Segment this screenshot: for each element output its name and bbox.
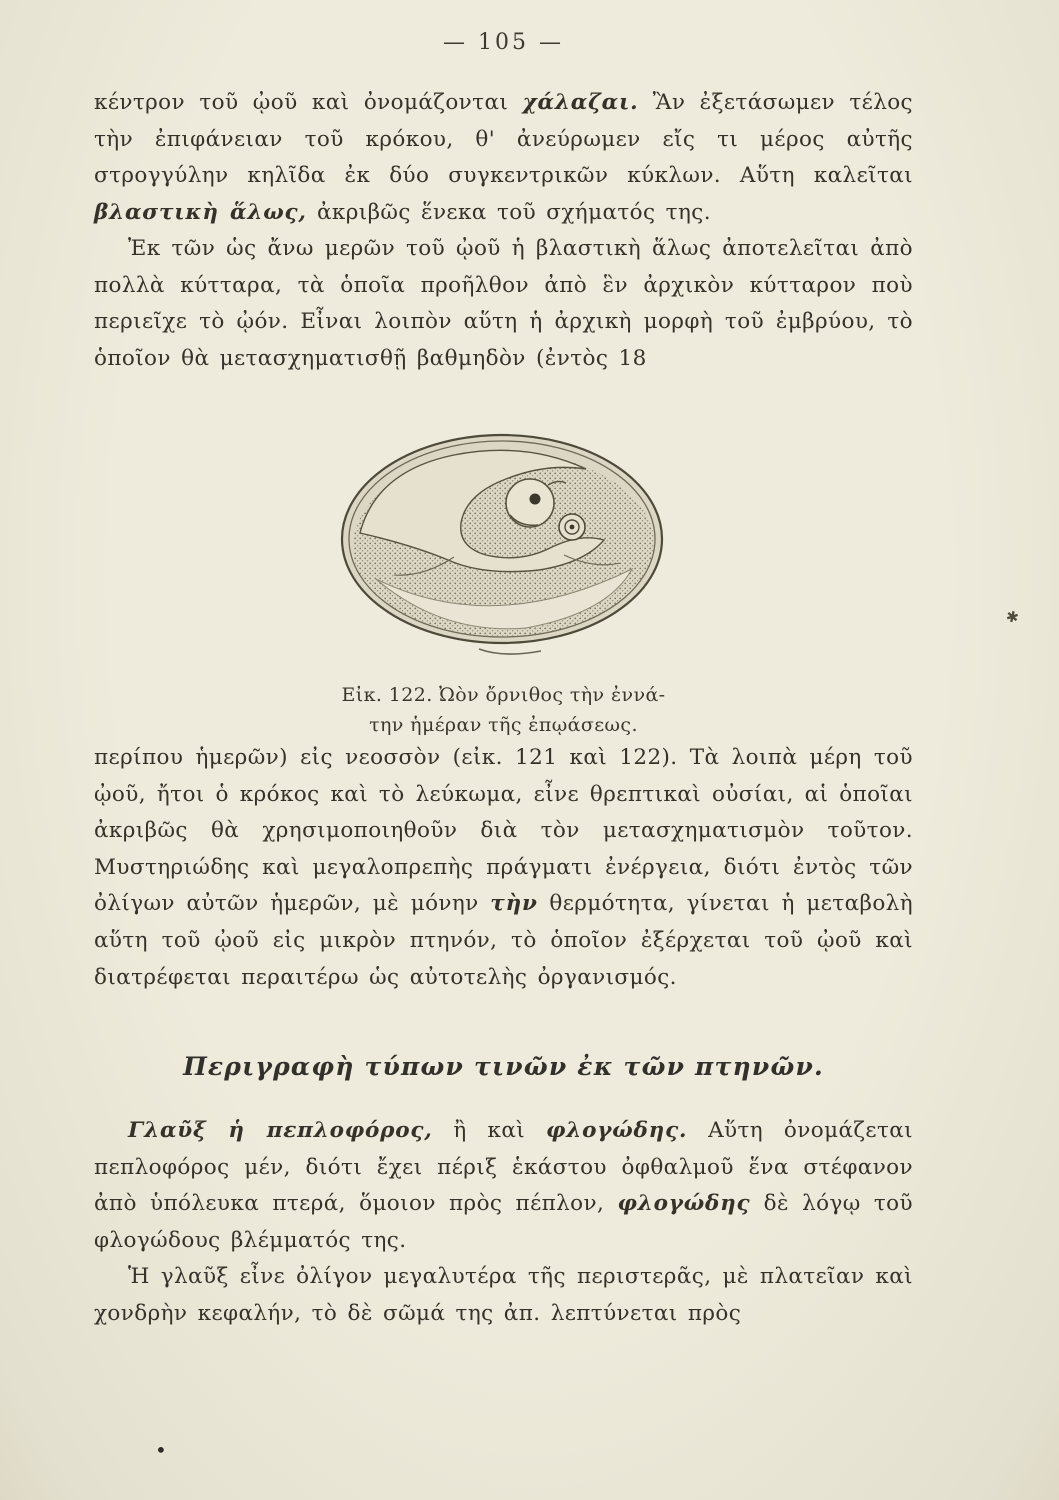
body-text: θερμότητα, γίνεται ἡ μεταβολὴ αὕτη τοῦ ᾠοῦ εἰς μικρὸν πτηνόν, τὸ ὁποῖον ἐξέρχεται τοῦ ᾠοῦ καὶ διατρέφεται περαιτέρω ὡς αὐτοτελὴς ὀργανισμός.	[94, 891, 913, 990]
figure-caption-line2: την ἡμέραν τῆς ἐπῳάσεως.	[369, 713, 638, 736]
body-text: Ἐκ τῶν ὡς ἄνω μερῶν τοῦ ᾠοῦ ἡ βλαστικὴ ἅλως ἀποτελεῖται ἀπὸ πολλὰ κύτταρα, τὰ ὁποῖα προῆλθον ἀπὸ ἓν ἀρχικὸν κύτταρον ποὺ περιεῖχε τὸ ᾠόν. Εἶναι λοιπὸν αὕτη ἡ ἀρχικὴ μορφὴ τοῦ ἐμβρύου, τὸ ὁποῖον θὰ μετασχηματισθῇ βαθμηδὸν (ἐντὸς 18	[94, 236, 913, 371]
body-text: Αὕτη ὀνομάζεται πεπλοφόρος μέν, διότι ἔχει πέριξ ἑκάστου ὀφθαλμοῦ ἕνα στέφανον ἀπὸ ὑπόλευκα πτερά, ὅμοιον πρὸς πέπλον,	[94, 1118, 914, 1217]
ink-blemish: ✱	[1004, 606, 1021, 628]
paragraph-blastoderm	[94, 231, 913, 377]
paragraph-barn-owl	[94, 1113, 913, 1259]
emphasized-text: τὴν	[490, 891, 538, 917]
paragraph-incubation	[94, 740, 913, 996]
body-text: Ἂν ἐξετάσωμεν τέλος τὴν ἐπιφάνειαν τοῦ κρόκου, θ' ἀνεύρωμεν εἴς τι μέρος αὐτῆς στρογγύλην κηλῖδα ἐκ δύο συγκεντρικῶν κύκλων. Αὕτη καλεῖται	[94, 90, 914, 189]
emphasized-text: φλογώδης.	[545, 1118, 688, 1144]
paragraph-owl-size	[94, 1259, 913, 1332]
figure-egg	[94, 427, 913, 740]
body-text: περίπου ἡμερῶν) εἰς νεοσσὸν (εἰκ. 121 καὶ 122). Τὰ λοιπὰ μέρη τοῦ ᾠοῦ, ἤτοι ὁ κρόκος καὶ τὸ λεύκωμα, εἶνε θρεπτικαὶ οὐσίαι, αἱ ὁποῖαι ἀκριβῶς θὰ χρησιμοποιηθοῦν διὰ τὸν μετασχηματισμὸν τοῦτον. Μυστηριώδης καὶ μεγαλοπρεπὴς πράγματι ἐνέργεια, διότι ἐντὸς τῶν ὀλίγων αὐτῶν ἡμερῶν, μὲ μόνην	[94, 745, 913, 917]
paragraph-chalazae	[94, 85, 913, 231]
body-text: κέντρον τοῦ ᾠοῦ καὶ ὀνομάζονται	[94, 90, 523, 115]
body-text: ἢ καὶ	[432, 1118, 546, 1144]
emphasized-text: βλαστικὴ ἅλως,	[94, 199, 307, 225]
body-text: δὲ λόγῳ τοῦ φλογώδους βλέμματός της.	[94, 1191, 913, 1253]
page-number: — 105 —	[443, 30, 564, 55]
body-text: ἀκριβῶς ἕνεκα τοῦ σχήματός της.	[306, 199, 711, 225]
figure-caption-line1: Εἰκ. 122. Ὠὸν ὄρνιθος τὴν ἐννά-	[341, 684, 666, 707]
egg-embryo-illustration	[334, 427, 674, 659]
section-heading: Περιγραφὴ τύπων τινῶν ἐκ τῶν πτηνῶν.	[183, 1052, 824, 1082]
body-text: Ἡ γλαῦξ εἶνε ὀλίγον μεγαλυτέρα τῆς περιστερᾶς, μὲ πλατεῖαν καὶ χονδρὴν κεφαλήν, τὸ δὲ σῶμά της ἀπ. λεπτύνεται πρὸς	[94, 1264, 913, 1326]
figure-caption	[94, 681, 913, 740]
emphasized-text: χάλαζαι.	[522, 90, 639, 115]
printers-dot: •	[155, 1438, 167, 1462]
emphasized-text: φλογώδης	[617, 1191, 751, 1217]
emphasized-text: Γλαῦξ ἡ πεπλοφόρος,	[128, 1118, 433, 1144]
